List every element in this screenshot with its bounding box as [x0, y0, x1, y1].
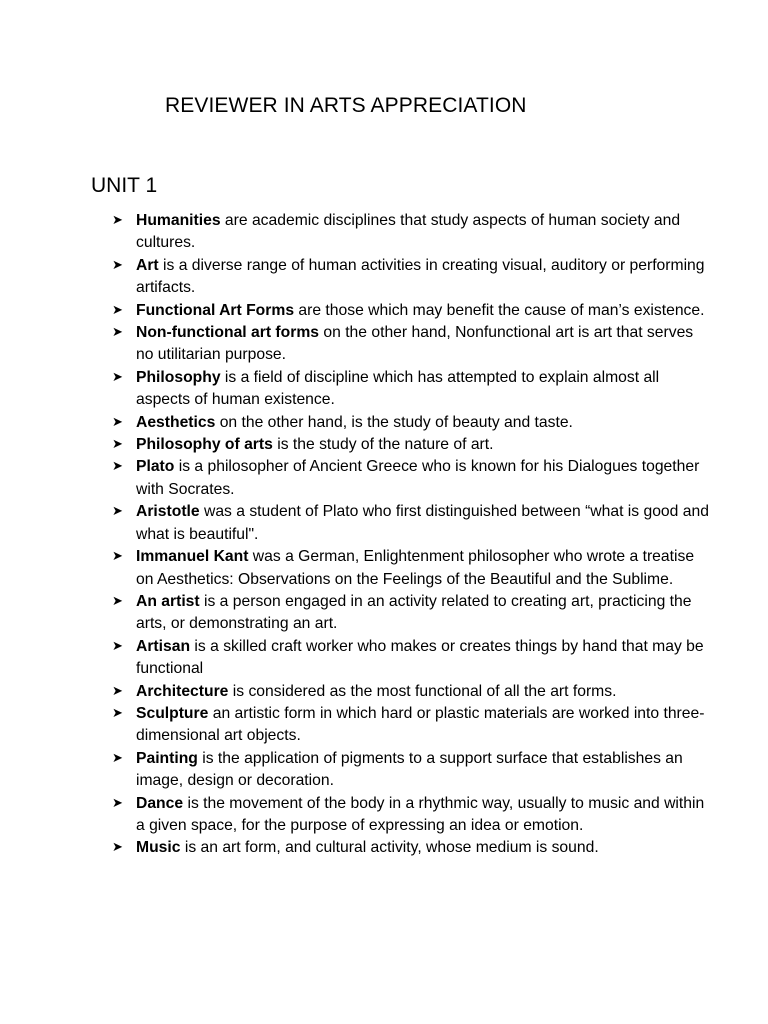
arrowhead-bullet-icon: ➤	[112, 459, 123, 475]
entry-term: Music	[136, 839, 181, 857]
entry-text: is a skilled craft worker who makes or creates things by hand that may be functional	[136, 637, 704, 678]
entry-text: was a German, Enlightenment philosopher who wrote a treatise on Aesthetics: Observations on the Feelings of the Beautiful and the Sublime.	[136, 548, 695, 588]
list-item	[112, 793, 712, 838]
entry-term: Dance	[136, 794, 184, 812]
arrowhead-bullet-icon: ➤	[112, 257, 123, 273]
entry-text: is a diverse range of human activities in creating visual, auditory or performing artifacts.	[136, 256, 705, 297]
list-item	[112, 367, 712, 412]
arrowhead-bullet-icon: ➤	[112, 325, 123, 341]
arrowhead-bullet-icon: ➤	[112, 683, 123, 699]
entry-term: Sculpture	[136, 704, 209, 722]
entry-term: Plato	[136, 458, 175, 476]
entry-text: are those which may benefit the cause of man’s existence.	[294, 301, 705, 319]
entry-text: on the other hand, is the study of beauty and taste.	[215, 413, 573, 431]
arrowhead-bullet-icon: ➤	[112, 504, 123, 520]
entry-text: an artistic form in which hard or plastic materials are worked into three-dimensional art objects.	[136, 704, 705, 745]
arrowhead-bullet-icon: ➤	[112, 302, 123, 318]
list-item	[112, 748, 712, 793]
list-item	[112, 210, 712, 255]
list-item	[112, 255, 712, 300]
entry-term: Architecture	[136, 682, 229, 700]
arrowhead-bullet-icon: ➤	[112, 369, 123, 385]
list-item	[112, 681, 712, 703]
entry-text: is a person engaged in an activity related to creating art, practicing the arts, or demonstrating an art.	[136, 592, 692, 633]
entry-text: are academic disciplines that study aspects of human society and cultures.	[136, 212, 681, 252]
entry-term: Philosophy	[136, 368, 221, 386]
list-item	[112, 636, 712, 681]
list-item	[112, 546, 712, 591]
arrowhead-bullet-icon: ➤	[112, 750, 123, 766]
list-item	[112, 322, 712, 367]
entry-text: is the application of pigments to a support surface that establishes an image, design or decoration.	[136, 749, 683, 790]
list-item	[112, 434, 712, 456]
entry-text: is an art form, and cultural activity, whose medium is sound.	[180, 839, 599, 857]
entry-text: is a philosopher of Ancient Greece who is known for his Dialogues together with Socrates.	[136, 458, 700, 498]
arrowhead-bullet-icon: ➤	[112, 840, 123, 856]
arrowhead-bullet-icon: ➤	[112, 213, 123, 228]
arrowhead-bullet-icon: ➤	[112, 593, 123, 609]
entry-term: Functional Art Forms	[136, 301, 295, 319]
list-item	[112, 837, 712, 859]
entry-term: Aristotle	[136, 503, 200, 521]
list-item	[112, 703, 712, 748]
arrowhead-bullet-icon: ➤	[112, 437, 123, 453]
list-item	[112, 456, 712, 501]
document-title: REVIEWER IN ARTS APPRECIATION	[165, 94, 527, 117]
entry-text: is the study of the nature of art.	[272, 436, 494, 454]
arrowhead-bullet-icon: ➤	[112, 638, 123, 654]
definition-list	[112, 210, 712, 860]
list-item	[112, 412, 712, 434]
entry-text: is a field of discipline which has attempted to explain almost all aspects of human existence.	[136, 368, 660, 409]
entry-term: Philosophy of arts	[136, 436, 273, 454]
entry-term: Art	[136, 256, 159, 274]
entry-term: Humanities	[136, 212, 221, 229]
entry-term: Painting	[136, 749, 198, 767]
arrowhead-bullet-icon: ➤	[112, 414, 123, 430]
entry-text: on the other hand, Nonfunctional art is art that serves no utilitarian purpose.	[136, 324, 694, 364]
entry-term: Aesthetics	[136, 413, 216, 431]
entry-term: Non-functional art forms	[136, 324, 320, 342]
entry-text: is the movement of the body in a rhythmic way, usually to music and within a given space, for the purpose of expressing an idea or emotion.	[136, 794, 705, 834]
entry-term: An artist	[136, 592, 200, 610]
list-item	[112, 501, 712, 546]
entry-text: is considered as the most functional of all the art forms.	[228, 682, 617, 700]
arrowhead-bullet-icon: ➤	[112, 795, 123, 811]
entry-text: was a student of Plato who first distinguished between “what is good and what is beautiful".	[136, 503, 709, 543]
list-item	[112, 591, 712, 636]
arrowhead-bullet-icon: ➤	[112, 705, 123, 721]
arrowhead-bullet-icon: ➤	[112, 549, 123, 565]
unit-heading: UNIT 1	[91, 174, 158, 197]
list-item	[112, 300, 712, 322]
entry-term: Immanuel Kant	[136, 548, 249, 566]
entry-term: Artisan	[136, 637, 191, 655]
